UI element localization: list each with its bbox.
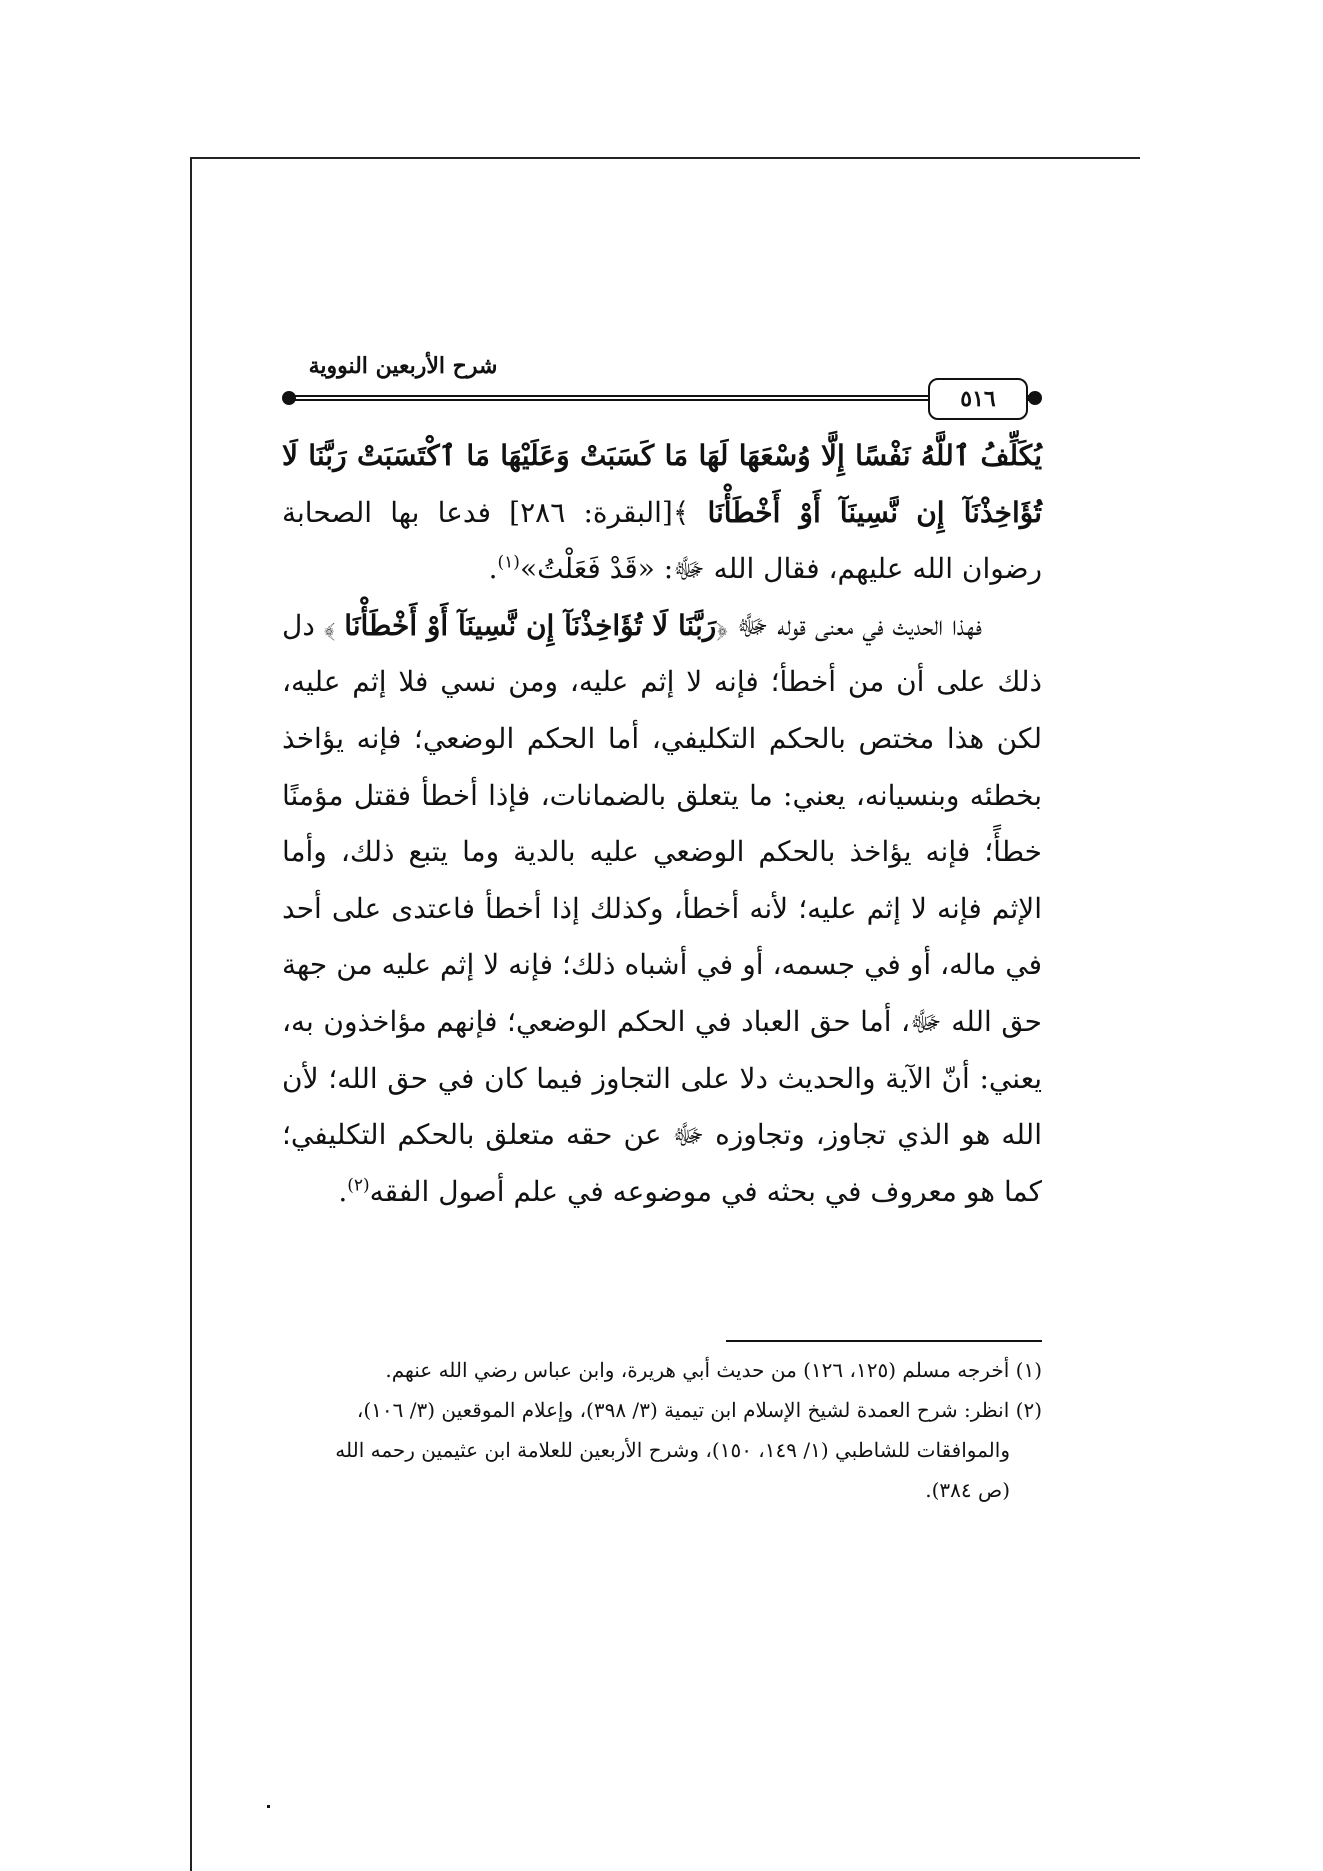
footnote-ref-2[interactable]: (٢)	[347, 1175, 370, 1196]
page-number: ٥١٦	[928, 378, 1028, 420]
paragraph-2-end: .	[338, 1174, 348, 1208]
footnote-2-line-3: (ص ٣٨٤).	[925, 1478, 1010, 1502]
quran-verse-continuation: يُكَلِّفُ ٱللَّهُ نَفْسًا إِلَّا وُسْعَهَا لَهَا مَا كَسَبَتْ وَعَلَيْهَا مَا ٱكْتَسَبَتْ رَبَّنَا لَا تُؤَاخِذْنَآ إِن	[282, 439, 1042, 529]
footnote-2-line-2: والموافقات للشاطبي (١/ ١٤٩، ١٥٠)، وشرح الأربعين للعلامة ابن عثيمين رحمه الله	[335, 1438, 1010, 1462]
paragraph-1-text: ﴾[البقرة: ٢٨٦] فدعا بها الصحابة رضوان الله عليهم، فقال الله ﷻ: «قَدْ فَعَلْتُ»	[282, 495, 1042, 586]
footnote-separator	[726, 1340, 1042, 1342]
paragraph-2-opening: فهذا الحديث في معنى قوله ﷻ ﴿	[716, 608, 983, 642]
quran-verse-quote: رَبَّنَا لَا تُؤَاخِذْنَآ إِن نَّسِينَآ أَوْ أَخْطَأْنَا	[344, 608, 717, 642]
paragraph-2	[282, 598, 1042, 1221]
paragraph-1: يُكَلِّفُ ٱللَّهُ نَفْسًا إِلَّا وُسْعَهَا لَهَا مَا كَسَبَتْ وَعَلَيْهَا مَا ٱكْتَسَبَتْ رَبَّنَا لَا تُؤَاخِذْنَآ إِن نَّسِينَآ أَوْ أَخْطَأْنَا ﴾[البقرة: ٢٨٦] فدعا بها الصحابة رضوان الله عليهم، فقال الله ﷻ: «قَدْ فَعَلْتُ»$^{(١)}$.	[282, 439, 1042, 586]
header-double-line	[288, 395, 1036, 401]
footnotes	[282, 1350, 1042, 1510]
running-header-title: شرح الأربعين النووية	[308, 353, 498, 379]
header-rule-right-dot	[1028, 391, 1042, 405]
scan-speck	[267, 1805, 270, 1808]
footnote-2-line-1: (٢) انظر: شرح العمدة لشيخ الإسلام ابن تيمية (٣/ ٣٩٨)، وإعلام الموقعين (٣/ ١٠٦)،	[356, 1398, 1042, 1422]
scan-frame-left-line	[190, 157, 192, 1871]
footnote-ref-1[interactable]: (١)	[497, 552, 520, 573]
quran-verse-end: نَّسِينَآ أَوْ أَخْطَأْنَا	[707, 495, 898, 529]
header-rule-left-dot	[282, 391, 296, 405]
paragraph-2-text: ﴾ دل ذلك على أن من أخطأ؛ فإنه لا إثم عليه، ومن نسي فلا إثم عليه، لكن هذا مختص بالحكم التكليفي، أما الحكم الوضعي؛ فإنه يؤاخذ بخطئه وبنسيانه، يعني: ما يتعلق بالضمانات، فإذا أخطأ فقتل مؤمنًا خطأً؛ فإنه يؤاخذ بالحكم الوضعي عليه بالدية وما يتبع ذلك، وأما الإثم فإنه لا إثم عليه؛ لأنه أخطأ، وكذلك إذا أخطأ فاعتدى على أحد في ماله، أو في جسمه، أو في أشباه ذلك؛ فإنه لا إثم عليه من جهة حق الله ﷻ، أما حق العباد في الحكم الوضعي؛ فإنهم مؤاخذون به، يعني: أنّ الآية والحديث دلا على التجاوز فيما كان في حق الله؛ لأن الله هو الذي تجاوز، وتجاوزه ﷻ عن حقه متعلق بالحكم التكليفي؛ كما هو معروف في بحثه في موضوعه في علم أصول الفقه	[282, 608, 1042, 1208]
scan-frame-top-line	[190, 157, 1140, 159]
footnote-1: (١) أخرجه مسلم (١٢٥، ١٢٦) من حديث أبي هريرة، وابن عباس رضي الله عنهم.	[385, 1358, 1042, 1382]
main-text	[282, 428, 1042, 1220]
